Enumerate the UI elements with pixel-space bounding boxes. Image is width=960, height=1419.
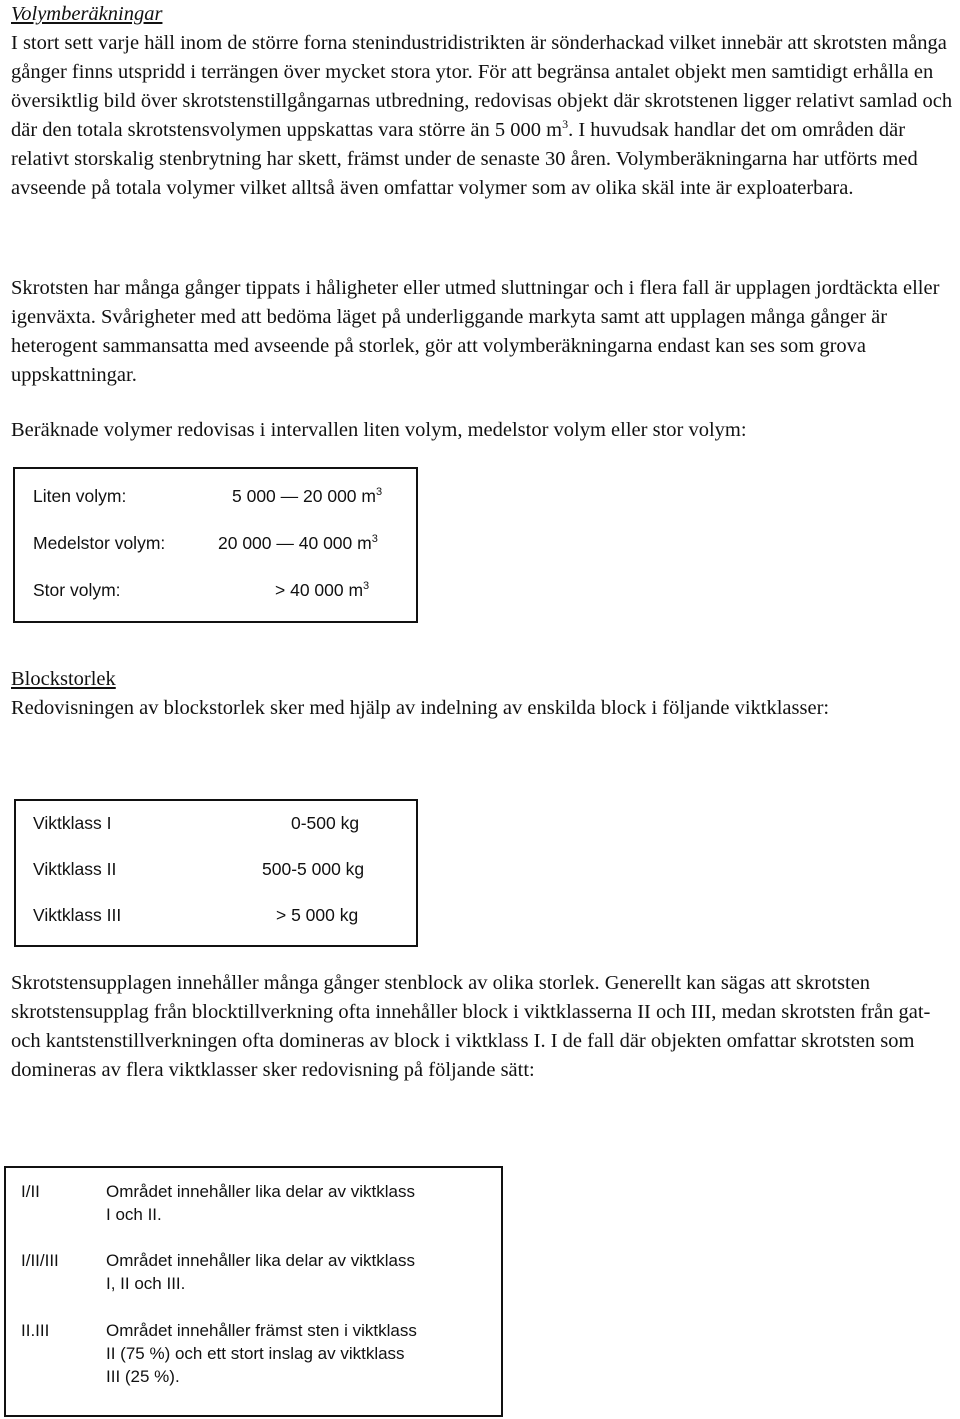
combo-code-3: II.III — [21, 1321, 50, 1340]
volume-row-medium — [33, 533, 165, 554]
combo-desc-3: Området innehåller främst sten i viktklass II (75 %) och ett stort inslag av viktklass III (25 %). — [106, 1321, 417, 1386]
volume-paragraph-1 — [11, 29, 959, 203]
block-paragraph-1: Redovisningen av blockstorlek sker med hjälp av indelning av enskilda block i följande viktklasser: — [11, 697, 830, 719]
weight-value-1: 0-500 kg — [291, 813, 360, 833]
volume-paragraph-1-part-a: I stort sett varje häll inom de större forna stenindustridistrikten är sönderhackad vilket innebär att skrotsten många gånger finns utspridd i terrängen över mycket stora ytor. — [11, 32, 947, 83]
volume-label: Stor volym: — [33, 580, 121, 600]
volume-table — [13, 467, 418, 623]
combo-code-1: I/II — [21, 1182, 40, 1201]
volume-value-small: 5 000 — 20 000 $m^3$ — [232, 486, 383, 506]
volume-section — [11, 0, 959, 203]
volume-row-small — [33, 486, 126, 507]
combo-desc-1: Området innehåller lika delar av viktklass I och II. — [106, 1182, 415, 1224]
combo-desc-2: Området innehåller lika delar av viktklass I, II och III. — [106, 1251, 415, 1293]
section-heading-block: Blockstorlek — [11, 668, 116, 690]
volume-value-large: > 40 000 $m^3$ — [275, 580, 370, 600]
section-heading-volume: Volymberäkningar — [11, 3, 163, 25]
combo-code-2: I/II/III — [21, 1251, 59, 1270]
cubic-superscript: 3 — [562, 117, 569, 132]
weight-label-1: Viktklass I — [33, 813, 112, 833]
block-paragraph-2: Skrotstensupplagen innehåller många gånger stenblock av olika storlek. Generellt kan sägas att skrotsten skrotstensupplag från blocktillverkning ofta innehåller block i viktklasserna II och III, medan skrotsten från gat- och kantstenstillverkningen ofta domineras av block i viktklass I. I de fall där objekten omfattar skrotsten som domineras av flera viktklasser sker redovisning på följande sätt: — [11, 972, 931, 1081]
volume-value-medium: 20 000 — 40 000 $m^3$ — [218, 533, 378, 553]
volume-row-large — [33, 580, 121, 601]
weight-label-2: Viktklass II — [33, 859, 117, 879]
volume-paragraph-1-part-c: . I huvudsak handlar det om områden där relativt storskalig stenbrytning har skett, främst under de senaste 30 åren. Volymberäkningarna har utförts med avseende på totala volymer vilket alltså även omfattar volymer som av olika skäl inte är exploaterbara. — [11, 119, 918, 199]
weight-label-3: Viktklass III — [33, 905, 122, 925]
volume-paragraph-1-part-b: För att begränsa antalet objekt men samtidigt erhålla en översiktlig bild över skrotstenstillgångarnas utbredning, redovisas objekt där skrotstenen ligger relativt samlad och där den totala skrotstensvolymen uppskattas vara större än 5 000 m — [11, 61, 953, 141]
volume-label: Liten volym: — [33, 486, 127, 506]
block-section — [11, 665, 959, 723]
weight-value-3: > 5 000 kg — [276, 905, 359, 925]
volume-label: Medelstor volym: — [33, 533, 166, 553]
weight-value-2: 500-5 000 kg — [262, 859, 365, 879]
weight-class-table — [14, 799, 418, 947]
combo-table — [4, 1166, 503, 1417]
volume-paragraph-2: Skrotsten har många gånger tippats i håligheter eller utmed sluttningar och i flera fall är upplagen jordtäckta eller igenväxta. Svårigheter med att bedöma läget på underliggande markyta samt att upplagen många gånger är heterogent sammansatta med avseende på storlek, gör att volymberäkningarna endast kan ses som grova uppskattningar. — [11, 277, 940, 386]
volume-paragraph-3: Beräknade volymer redovisas i intervallen liten volym, medelstor volym eller stor volym: — [11, 419, 747, 441]
